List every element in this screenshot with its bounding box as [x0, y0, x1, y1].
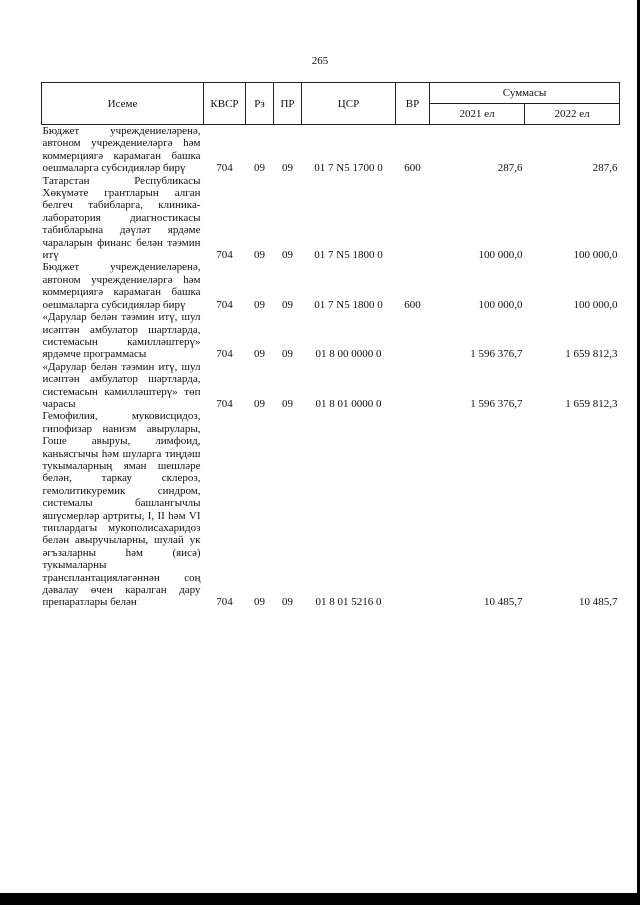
table-row: [42, 361, 620, 411]
row-rz: 09: [254, 162, 265, 175]
row-name: «Дарулар белән тәэмин итү, шул исәптән амбулатор шартларда, системасын камилләштерү» ярдәмче программасы: [42, 311, 201, 361]
header-csr: ЦСР: [302, 83, 396, 125]
row-rz: 09: [254, 348, 265, 361]
row-kvsr: 704: [216, 249, 233, 262]
row-pr: 09: [282, 298, 293, 311]
table-row: [42, 125, 620, 175]
row-sum-2021: 287,6: [497, 162, 523, 175]
row-vr: [396, 311, 430, 361]
row-rz: 09: [254, 298, 265, 311]
header-kvsr: КВСР: [204, 83, 246, 125]
header-name: Исеме: [42, 83, 204, 125]
table-row: [42, 410, 620, 609]
row-kvsr: 704: [216, 162, 233, 175]
row-sum-2021: 100 000,0: [478, 249, 523, 262]
table-row: [42, 175, 620, 262]
header-rz: Рз: [246, 83, 274, 125]
row-rz: 09: [254, 596, 265, 609]
row-sum-2021: 10 485,7: [484, 596, 523, 609]
row-vr: [396, 361, 430, 411]
row-vr: 600: [404, 162, 421, 175]
row-name: Гемофилия, муковисцидоз, гипофизар нанизм авырулары, Гоше авыруы, лимфоид, каньясгычы һәм шуларга тиңдәш тукымаларның яман шешләре белән, таркау склероз, гемолитикуремик синдром, системалы башлангычлы яшүсмерләр артриты, I, II һәм VI типлардагы мукополисахаридоз белән авыручыларны, шулай ук әгъзаларны һәм (яисә) тукымаларны трансплантацияләгәннән соң дәвалау өчен каралган дару препаратлары белән: [42, 410, 201, 609]
row-name: «Дарулар белән тәэмин итү, шул исәптән амбулатор шартларда, системасын камилләштерү» төп чарасы: [42, 360, 201, 410]
row-vr: [396, 410, 430, 609]
budget-table: [41, 82, 620, 609]
row-sum-2021: 1 596 376,7: [470, 348, 523, 361]
row-csr: 01 7 N5 1800 0: [314, 249, 383, 262]
row-sum-2022: 1 659 812,3: [565, 397, 618, 410]
row-pr: 09: [282, 249, 293, 262]
row-sum-2022: 100 000,0: [573, 249, 618, 262]
header-vr: ВР: [396, 83, 430, 125]
budget-table-container: [41, 82, 619, 882]
table-row: [42, 261, 620, 311]
scan-edge-bottom: [0, 893, 640, 905]
table-row: [42, 311, 620, 361]
row-csr: 01 7 N5 1800 0: [314, 298, 383, 311]
row-pr: 09: [282, 596, 293, 609]
row-sum-2022: 100 000,0: [573, 298, 618, 311]
row-kvsr: 704: [216, 348, 233, 361]
row-pr: 09: [282, 162, 293, 175]
row-csr: 01 8 00 0000 0: [315, 348, 382, 361]
header-pr: ПР: [274, 83, 302, 125]
row-name: Бюджет учреждениеләренә, автоном учреждениеләргә һәм коммерциягә карамаган башка оешмаларга субсидияләр бирү: [42, 261, 201, 311]
page-number: 265: [311, 55, 329, 67]
row-pr: 09: [282, 348, 293, 361]
header-year-2021: 2021 ел: [430, 104, 525, 125]
row-vr: [396, 175, 430, 262]
header-year-2022: 2022 ел: [525, 104, 620, 125]
row-csr: 01 8 01 5216 0: [315, 596, 382, 609]
row-sum-2022: 1 659 812,3: [565, 348, 618, 361]
row-sum-2021: 100 000,0: [478, 298, 523, 311]
row-pr: 09: [282, 397, 293, 410]
row-name: Бюджет учреждениеләренә, автоном учреждениеләргә һәм коммерциягә карамаган башка оешмаларга субсидияләр бирү: [42, 125, 201, 175]
row-rz: 09: [254, 397, 265, 410]
row-sum-2022: 287,6: [592, 162, 618, 175]
row-sum-2022: 10 485,7: [579, 596, 618, 609]
row-csr: 01 7 N5 1700 0: [314, 162, 383, 175]
row-vr: 600: [404, 298, 421, 311]
row-sum-2021: 1 596 376,7: [470, 397, 523, 410]
row-csr: 01 8 01 0000 0: [315, 397, 382, 410]
row-kvsr: 704: [216, 298, 233, 311]
row-kvsr: 704: [216, 596, 233, 609]
row-name: Татарстан Республикасы Хөкүмәте грантларын алган белгеч табибларга, клиника-лаборатория диагностикасы табибларына дәүләт ярдәме чараларын финанс белән тәэмин итү: [42, 174, 201, 262]
row-rz: 09: [254, 249, 265, 262]
header-sums: Суммасы: [430, 83, 620, 104]
row-kvsr: 704: [216, 397, 233, 410]
